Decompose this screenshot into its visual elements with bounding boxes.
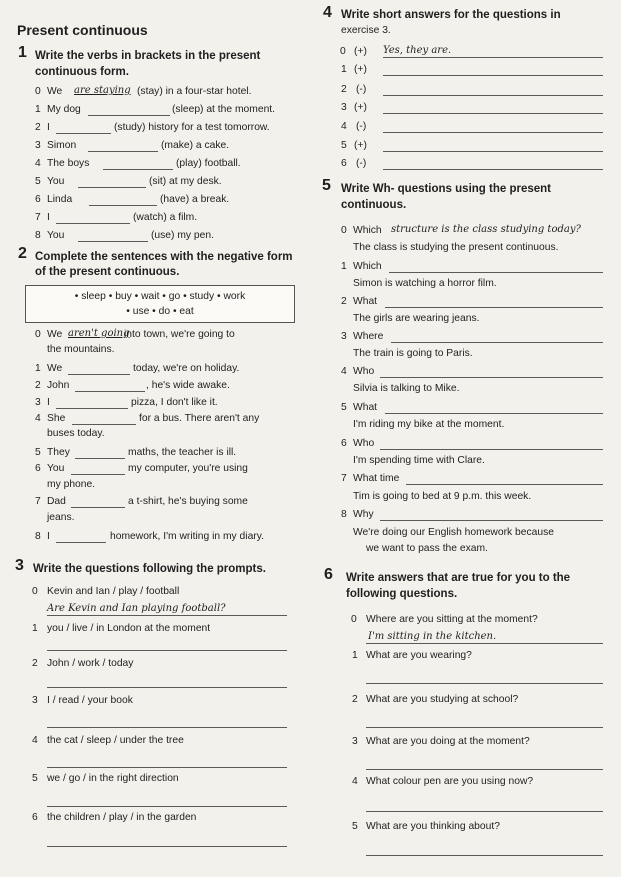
answer-blank[interactable] (47, 846, 287, 847)
ex1-example-answer: are staying (74, 85, 131, 96)
answer-blank[interactable] (383, 132, 603, 133)
answer-blank[interactable] (78, 241, 148, 242)
exercise-2-title: Complete the sentences with the negative form (35, 251, 293, 263)
exercise-6-title: Write answers that are true for you to the (346, 572, 571, 584)
exercise-6-title-cont: following questions. (346, 588, 458, 600)
answer-line (366, 643, 603, 644)
answer-blank[interactable] (366, 769, 603, 770)
answer-blank[interactable] (385, 307, 603, 308)
answer-blank[interactable] (380, 377, 603, 378)
answer-blank[interactable] (103, 169, 173, 170)
ex6-example-answer: I'm sitting in the kitchen. (368, 631, 497, 642)
answer-blank[interactable] (366, 727, 603, 728)
exercise-3-number: 3 (15, 557, 24, 574)
word-box (25, 285, 295, 323)
ex4-example-answer: Yes, they are. (383, 45, 452, 56)
answer-blank[interactable] (71, 474, 125, 475)
answer-line (47, 615, 287, 616)
answer-blank[interactable] (391, 342, 603, 343)
answer-blank[interactable] (380, 520, 603, 521)
answer-blank[interactable] (47, 727, 287, 728)
answer-blank[interactable] (47, 687, 287, 688)
word-box-line-2: • use • do • eat (126, 306, 194, 317)
answer-blank[interactable] (366, 811, 603, 812)
answer-blank[interactable] (88, 115, 170, 116)
answer-blank[interactable] (389, 272, 603, 273)
answer-blank[interactable] (68, 374, 130, 375)
answer-blank[interactable] (383, 75, 603, 76)
exercise-6-number: 6 (324, 566, 333, 583)
answer-blank[interactable] (78, 187, 146, 188)
answer-blank[interactable] (366, 855, 603, 856)
answer-blank[interactable] (72, 424, 136, 425)
exercise-5-number: 5 (322, 177, 331, 194)
exercise-1-number: 1 (18, 44, 27, 61)
exercise-4-title-cont: exercise 3. (341, 25, 391, 36)
ex3-example-answer: Are Kevin and Ian playing football? (47, 603, 226, 614)
answer-blank[interactable] (383, 113, 603, 114)
exercise-5-title-cont: continuous. (341, 199, 407, 211)
answer-blank[interactable] (89, 205, 157, 206)
answer-blank[interactable] (75, 458, 125, 459)
answer-blank[interactable] (385, 413, 603, 414)
answer-blank[interactable] (56, 542, 106, 543)
ex5-example-answer: structure is the class studying today? (391, 224, 581, 235)
answer-blank[interactable] (56, 223, 130, 224)
answer-blank[interactable] (47, 650, 287, 651)
exercise-3-title: Write the questions following the prompts. (33, 563, 266, 575)
word-box-line-1: • sleep • buy • wait • go • study • work (74, 291, 246, 302)
answer-blank[interactable] (75, 391, 145, 392)
answer-blank[interactable] (383, 151, 603, 152)
answer-blank[interactable] (88, 151, 158, 152)
answer-blank[interactable] (47, 806, 287, 807)
page-title: Present continuous (17, 22, 148, 38)
answer-blank[interactable] (71, 507, 125, 508)
answer-line (383, 57, 603, 58)
exercise-2-title-cont: of the present continuous. (35, 266, 180, 278)
answer-blank[interactable] (56, 133, 111, 134)
exercise-1-title: Write the verbs in brackets in the present (35, 50, 261, 62)
exercise-2-number: 2 (18, 245, 27, 262)
exercise-4-title: Write short answers for the questions in (341, 9, 561, 21)
answer-blank[interactable] (366, 683, 603, 684)
answer-blank[interactable] (380, 449, 603, 450)
answer-blank[interactable] (383, 169, 603, 170)
answer-blank[interactable] (56, 408, 128, 409)
exercise-1-title-cont: continuous form. (35, 66, 129, 78)
answer-blank[interactable] (406, 484, 603, 485)
exercise-5-title: Write Wh- questions using the present (341, 183, 551, 195)
ex2-example-answer: aren't going (68, 328, 130, 339)
exercise-4-number: 4 (323, 4, 332, 21)
answer-blank[interactable] (383, 95, 603, 96)
answer-blank[interactable] (47, 767, 287, 768)
